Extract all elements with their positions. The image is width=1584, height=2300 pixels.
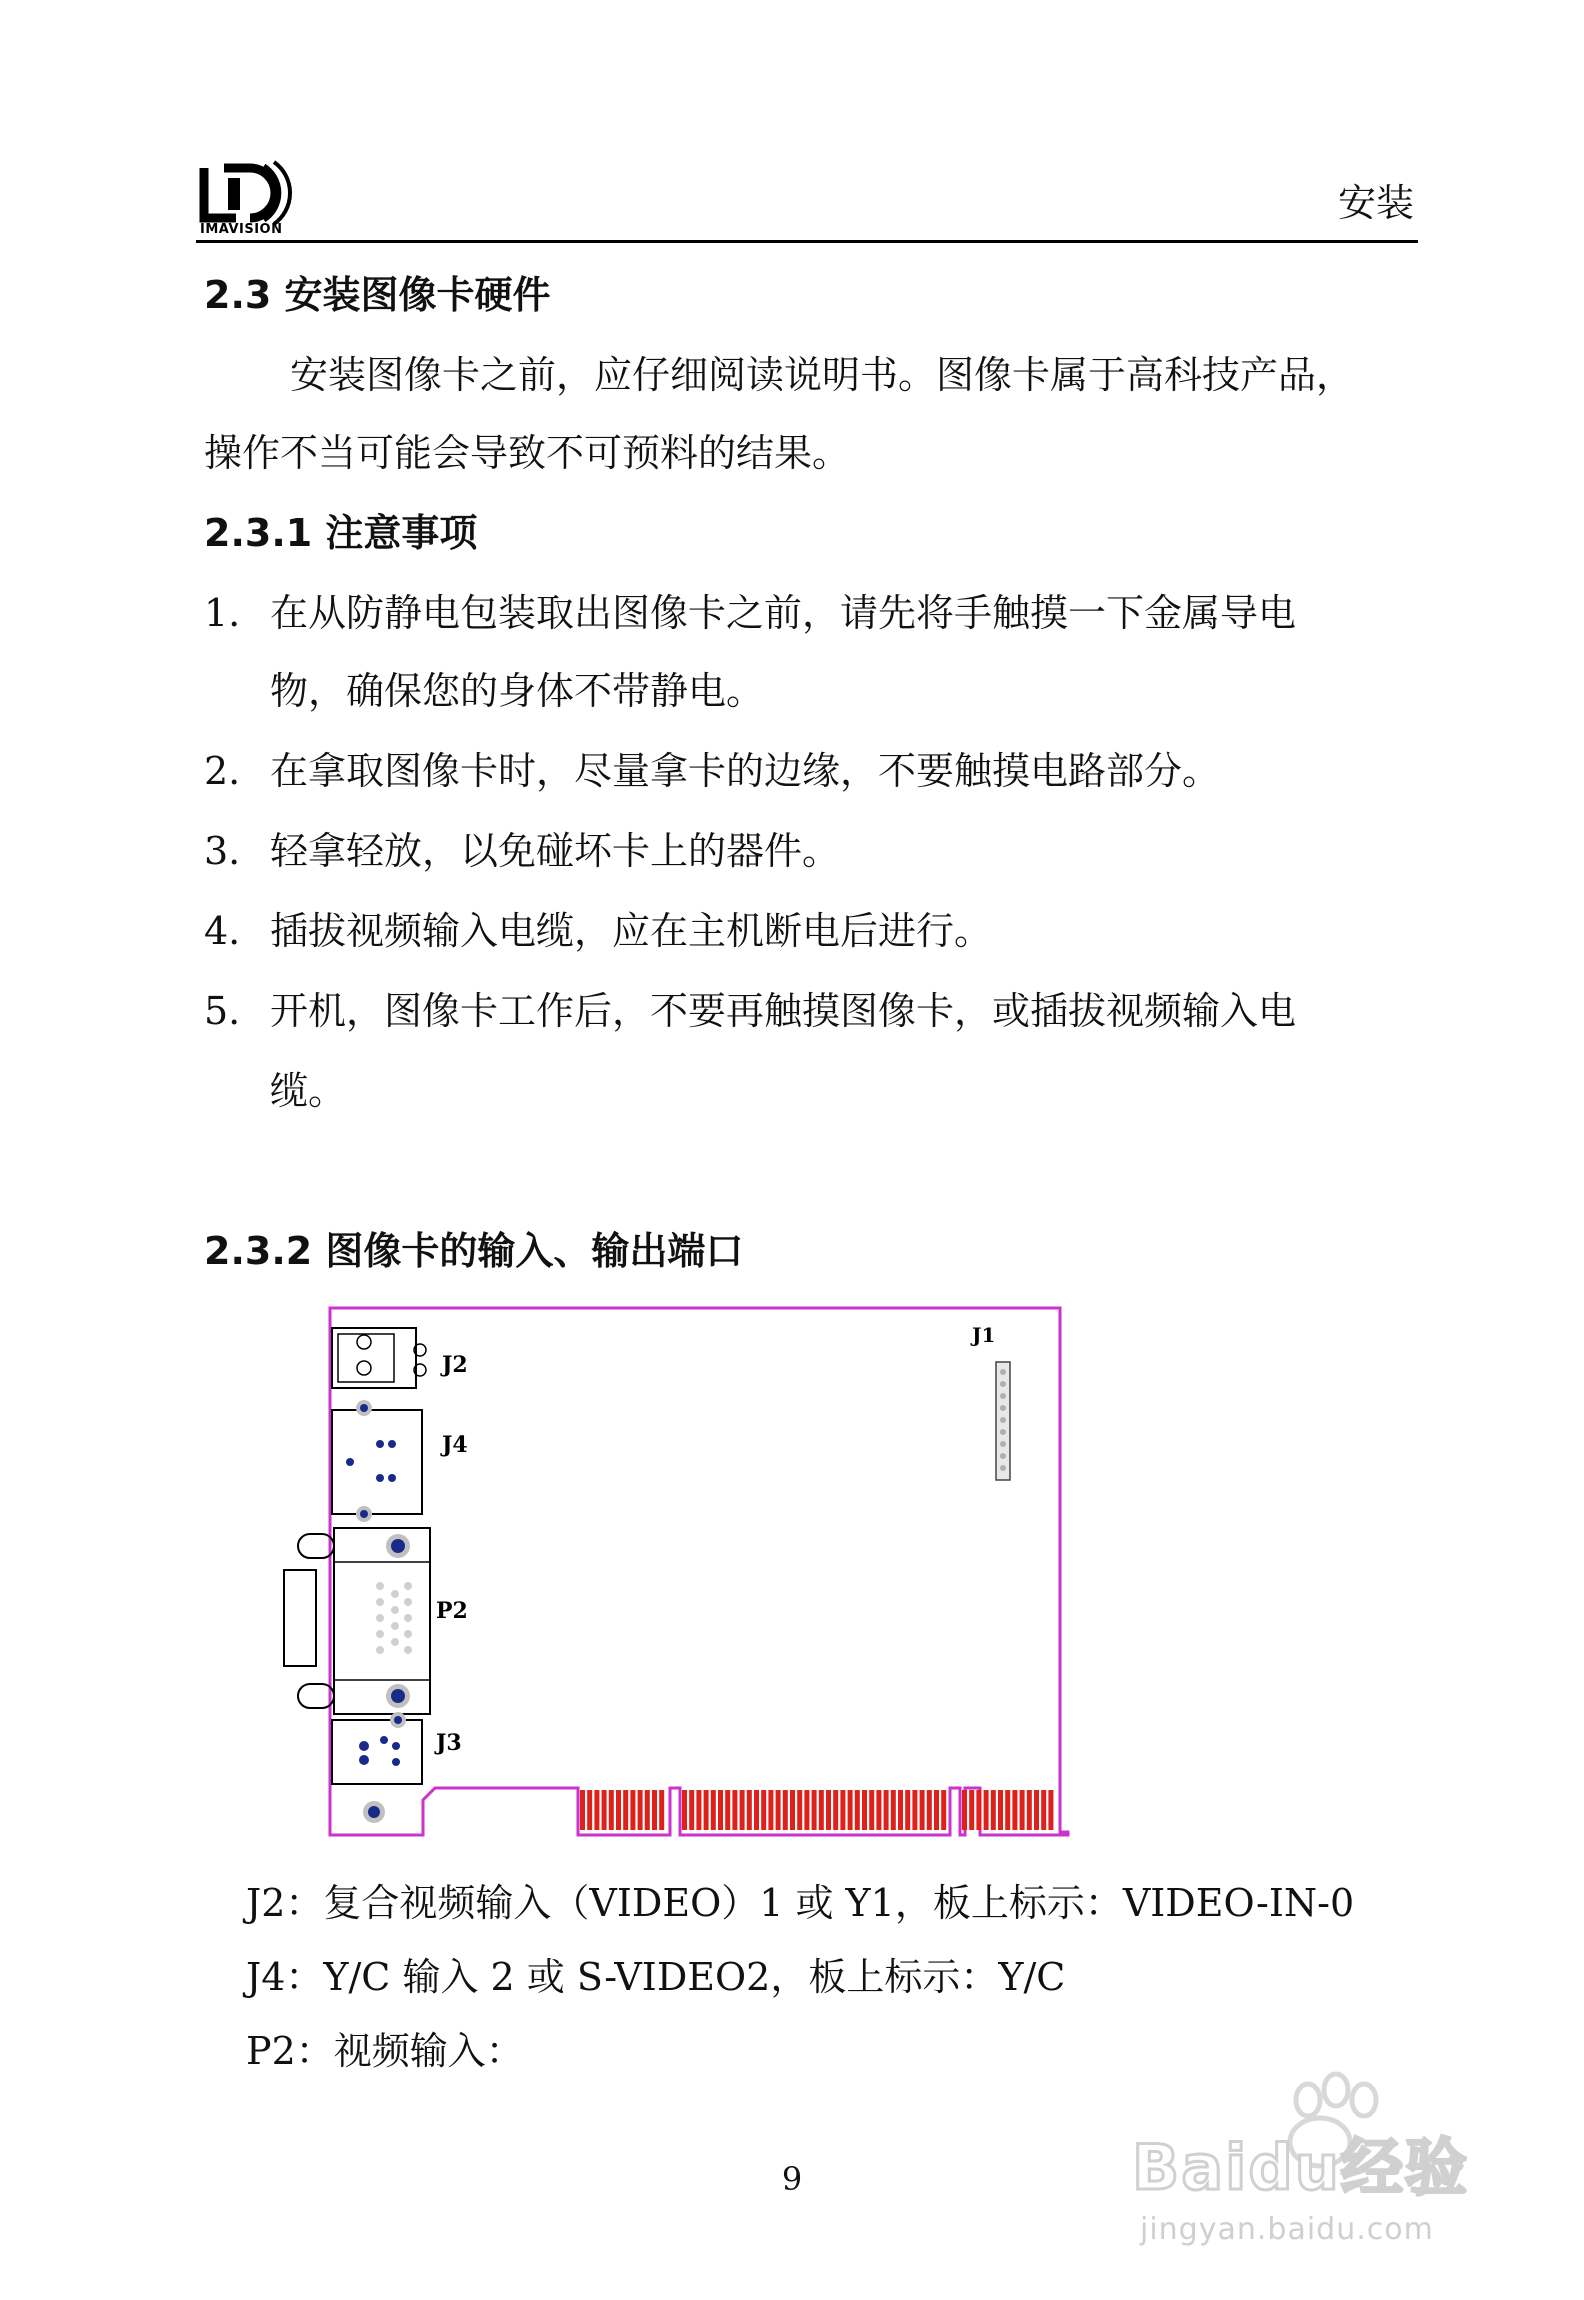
caption-j4: J4：Y/C 输入 2 或 S-VIDEO2，板上标示：Y/C (246, 1955, 1066, 1999)
list-item (204, 909, 993, 953)
gold-finger (998, 1790, 1003, 1830)
j3-label: J3 (436, 1730, 462, 1756)
gold-finger (768, 1790, 773, 1830)
j1-header (996, 1362, 1010, 1480)
gold-finger (905, 1790, 910, 1830)
watermark-brand: Baidu经验 (1132, 2131, 1469, 2204)
gold-finger (696, 1790, 701, 1830)
gold-finger (876, 1790, 881, 1830)
gold-finger (934, 1790, 939, 1830)
gold-finger (976, 1790, 981, 1830)
gold-finger (682, 1790, 687, 1830)
gold-finger (659, 1790, 664, 1830)
gold-finger (804, 1790, 809, 1830)
gold-finger (630, 1790, 635, 1830)
intro-paragraph-line2: 操作不当可能会导致不可预料的结果。 (204, 431, 851, 475)
gold-finger (969, 1790, 974, 1830)
gold-finger (927, 1790, 932, 1830)
list-item-text: 开机，图像卡工作后，不要再触摸图像卡，或插拔视频输入电 (270, 989, 1297, 1033)
j3-connector (332, 1712, 422, 1823)
gold-finger (645, 1790, 650, 1830)
gold-finger (984, 1790, 989, 1830)
page-number: 9 (781, 2160, 803, 2198)
gold-finger (776, 1790, 781, 1830)
gold-finger (869, 1790, 874, 1830)
caption-j2: J2：复合视频输入（VIDEO）1 或 Y1，板上标示：VIDEO-IN-0 (246, 1881, 1355, 1925)
list-item-number: 2. (204, 749, 241, 793)
gold-finger (725, 1790, 730, 1830)
gold-finger (1041, 1790, 1046, 1830)
logo-text: IMAVISION (200, 222, 283, 237)
gold-finger (754, 1790, 759, 1830)
subsection-heading-ports: 2.3.2 图像卡的输入、输出端口 (204, 1229, 744, 1273)
list-item-number: 5. (204, 989, 241, 1033)
gold-finger (602, 1790, 607, 1830)
gold-finger (1048, 1790, 1053, 1830)
gold-finger (941, 1790, 946, 1830)
list-item-continuation: 缆。 (270, 1069, 347, 1113)
gold-finger (1005, 1790, 1010, 1830)
page-header-title: 安装 (1337, 181, 1414, 225)
j4-connector (332, 1400, 422, 1522)
gold-finger (891, 1790, 896, 1830)
list-item (204, 749, 1221, 793)
gold-finger (580, 1790, 585, 1830)
gold-finger (638, 1790, 643, 1830)
gold-finger (704, 1790, 709, 1830)
list-item (204, 591, 1297, 635)
gold-finger (884, 1790, 889, 1830)
gold-finger (652, 1790, 657, 1830)
p2-label: P2 (436, 1598, 468, 1624)
header-divider (196, 240, 1418, 243)
gold-finger (783, 1790, 788, 1830)
list-item-number: 1. (204, 591, 241, 635)
list-item-number: 3. (204, 829, 241, 873)
gold-finger (962, 1790, 967, 1830)
gold-finger (912, 1790, 917, 1830)
gold-finger (833, 1790, 838, 1830)
gold-finger (826, 1790, 831, 1830)
gold-finger (991, 1790, 996, 1830)
gold-finger (747, 1790, 752, 1830)
gold-finger (609, 1790, 614, 1830)
gold-fingers (580, 1790, 1053, 1830)
list-item (204, 989, 1297, 1033)
gold-finger (594, 1790, 599, 1830)
list-item-number: 4. (204, 909, 241, 953)
subsection-heading-notes: 2.3.1 注意事项 (204, 511, 478, 555)
j2-connector (332, 1328, 426, 1388)
list-item-text: 轻拿轻放，以免碰坏卡上的器件。 (270, 829, 841, 873)
gold-finger (1034, 1790, 1039, 1830)
caption-p2: P2：视频输入： (246, 2029, 524, 2073)
gold-finger (1020, 1790, 1025, 1830)
list-item-text: 在从防静电包装取出图像卡之前，请先将手触摸一下金属导电 (270, 591, 1297, 635)
gold-finger (587, 1790, 592, 1830)
watermark-url: jingyan.baidu.com (1140, 2212, 1434, 2247)
section-heading: 2.3 安装图像卡硬件 (204, 273, 551, 317)
gold-finger (1012, 1790, 1017, 1830)
j2-label: J2 (442, 1352, 468, 1378)
list-item-text: 插拔视频输入电缆，应在主机断电后进行。 (270, 909, 993, 953)
gold-finger (1027, 1790, 1032, 1830)
gold-finger (812, 1790, 817, 1830)
gold-finger (623, 1790, 628, 1830)
board-diagram (280, 1300, 1070, 1846)
gold-finger (711, 1790, 716, 1830)
gold-finger (898, 1790, 903, 1830)
gold-finger (740, 1790, 745, 1830)
gold-finger (797, 1790, 802, 1830)
list-item-continuation: 物，确保您的身体不带静电。 (270, 669, 765, 713)
gold-finger (920, 1790, 925, 1830)
list-item (204, 829, 841, 873)
p2-connector (284, 1528, 430, 1714)
gold-finger (848, 1790, 853, 1830)
gold-finger (819, 1790, 824, 1830)
gold-finger (840, 1790, 845, 1830)
gold-finger (718, 1790, 723, 1830)
j4-label: J4 (442, 1432, 468, 1458)
gold-finger (862, 1790, 867, 1830)
intro-paragraph-line1: 安装图像卡之前，应仔细阅读说明书。图像卡属于高科技产品， (290, 353, 1355, 397)
gold-finger (616, 1790, 621, 1830)
list-item-text: 在拿取图像卡时，尽量拿卡的边缘，不要触摸电路部分。 (270, 749, 1221, 793)
j1-label: J1 (972, 1323, 996, 1347)
gold-finger (689, 1790, 694, 1830)
gold-finger (732, 1790, 737, 1830)
gold-finger (790, 1790, 795, 1830)
gold-finger (761, 1790, 766, 1830)
gold-finger (855, 1790, 860, 1830)
